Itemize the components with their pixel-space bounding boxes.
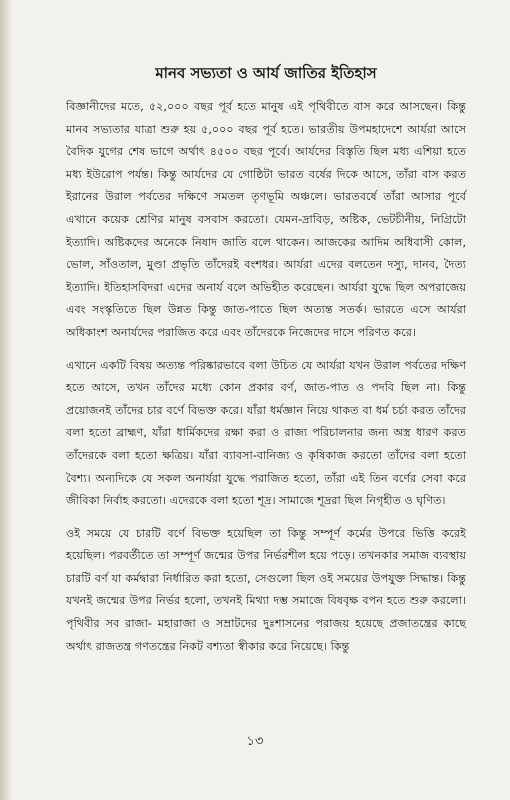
page-title: মানব সভ্যতা ও আর্য জাতির ইতিহাস xyxy=(155,64,377,82)
paragraph: ওই সময়ে যে চারটি বর্ণে বিভক্ত হয়েছিল তা কিন্তু সম্পূর্ণ কর্মের উপরে ভিত্তি করেই হয়েছিল। পরবর্তীতে তা সম্পূর্ণ জন্মের উপর নির্ভরশীল হয়ে পড়ে। তখনকার সমাজ ব্যবস্থায় চারটি বর্ণ যা কর্মদ্বারা নির্ধারিত করা হতো, সেগুলো ছিল ওই সময়ের উপযুক্ত সিদ্ধান্ত। কিন্তু যখনই জন্মের উপর নির্ভর হলো, তখনই মিথ্যা দম্ভ সমাজে বিষবৃক্ষ বপন হতে শুরু করলো। পৃথিবীর সব রাজা- মহারাজা ও সম্রাটদের দুঃশাসনের পরাজয় হয়েছে প্রজাতন্ত্রের কাছে অর্থাৎ রাজতন্ত্র গণতন্ত্রের নিকট বশ্যতা স্বীকার করে নিয়েছে। কিন্তু xyxy=(66,526,466,653)
paragraph: এখানে একটি বিষয় অত্যন্ত পরিষ্কারভাবে বলা উচিত যে আর্যরা যখন উরাল পর্বতের দক্ষিণ হতে আসে, তখন তাঁদের মধ্যে কোন প্রকার বর্ণ, জাত-পাত ও পদবি ছিল না। কিন্তু প্রয়োজনই তাঁদের চার বর্ণে বিভক্ত করে। যাঁরা ধর্মজ্ঞান নিয়ে থাকত বা ধর্ম চর্চা করত তাঁদের বলা হতো ব্রাহ্মণ, যাঁরা ধার্মিকদের রক্ষা করা ও রাজ্য পরিচালনার জন্য অস্ত্র ধারণ করত তাঁদেরকে বলা হতো ক্ষত্রিয়। যাঁরা ব্যাবসা-বানিজ্য ও কৃষিকাজ করতো তাঁদের বলা হতো বৈশ্য। অন্যদিকে যে সকল অনার্যরা যুদ্ধে পরাজিত হতো, তাঁরা এই তিন বর্ণের সেবা করে জীবিকা নির্বাহ করতো। এদেরকে বলা হতো শূদ্র। সামাজে শূদ্ররা ছিল নিগৃহীত ও ঘৃণিত। xyxy=(66,358,466,508)
paragraph: বিজ্ঞানীদের মতে, ৫২,০০০ বছর পূর্ব হতে মানুষ এই পৃথিবীতে বাস করে আসছেন। কিন্তু মানব সভ্যতার যাত্রা শুরু হয় ৫,০০০ বছর পূর্ব হতে। ভারতীয় উপমহাদেশে আর্যরা আসে বৈদিক যুগের শেষ ভাগে অর্থাৎ ৪৫০০ বছর পূর্বে। আর্যদের বিস্তৃতি ছিল মধ্য এশিয়া হতে মধ্য ইউরোপ পর্যন্ত। কিন্তু আর্যদের যে গোষ্ঠিটা ভারত বর্ষের দিকে আসে, তাঁরা বাস করত ইরানের উরাল পর্বতের দক্ষিণে সমতল তৃণভূমি অঞ্চলে। ভারতবর্ষে তাঁরা আসার পূর্বে এখানে কয়েক শ্রেণির মানুষ বসবাস করতো। যেমন-দ্রাবিড়, অষ্টিক, ভেটচীনীয়, নিগ্রিটো ইত্যাদি। অষ্টিকদের অনেকে নিষাদ জাতি বলে থাকেন। আজকের আদিম অধিবাসী কোল, ভোল, সাঁওতাল, মুণ্ডা প্রভৃতি তাঁদেরই বংশধর। আর্যরা এদের বলতেন দস্যু, দানব, দৈত্য ইত্যাদি। ইতিহাসবিদরা এদের অনার্য বলে অভিহীত করেছেন। আর্যরা যুদ্ধে ছিল অপরাজেয় এবং সংস্কৃতিতে ছিল উন্নত কিন্তু জাত-পাতে ছিল অত্যন্ত সতর্ক। ভারতে এসে আর্যরা অধিকাংশ অনার্যদের পরাজিত করে এবং তাঁদেরকে নিজেদের দাসে পরিণত করে। xyxy=(66,100,466,339)
page-number: ১৩ xyxy=(246,734,264,749)
